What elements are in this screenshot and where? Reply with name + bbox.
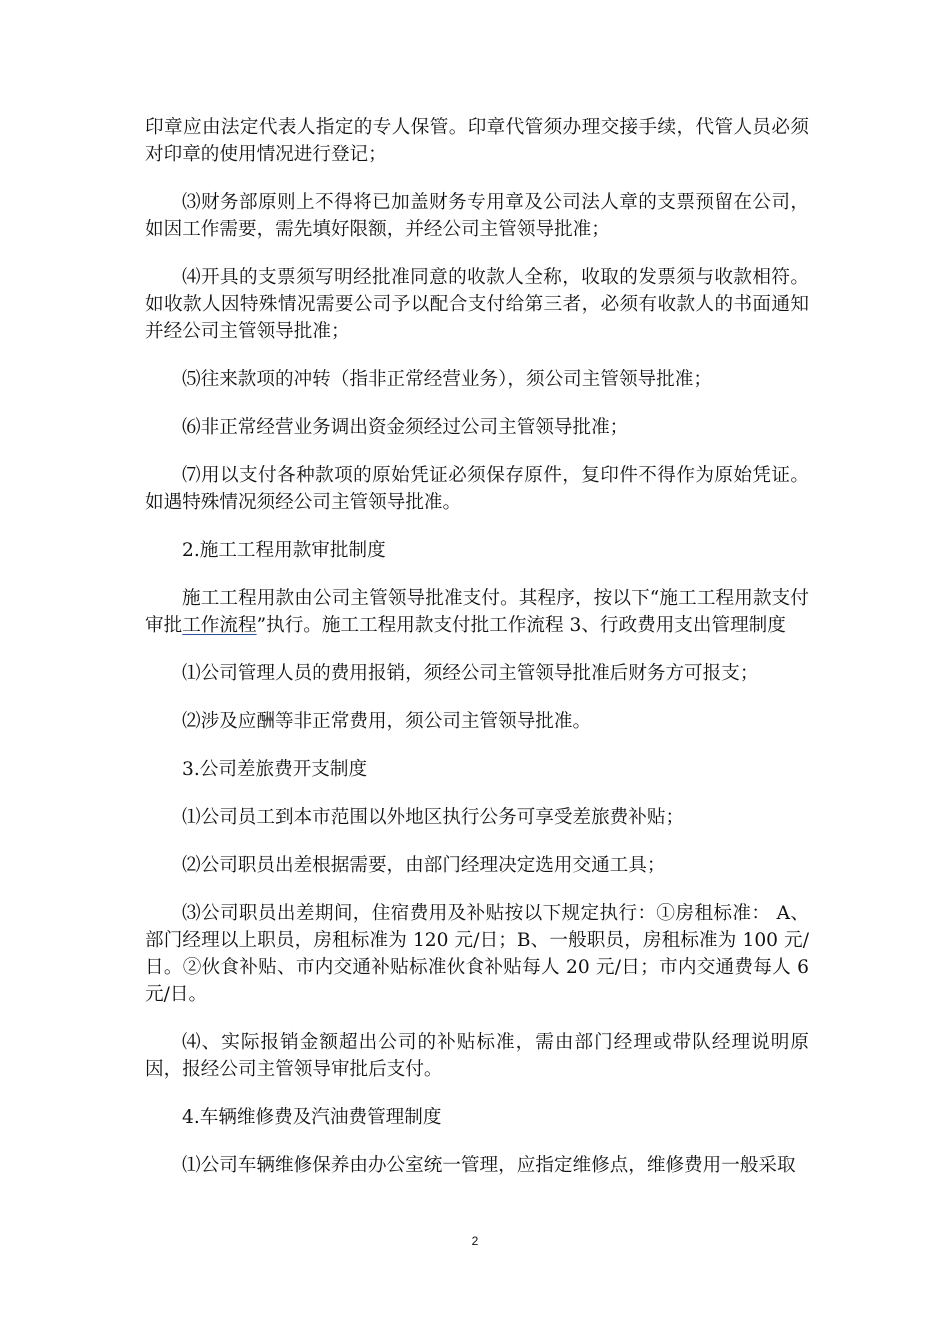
section-heading-construction-payment: 2.施工工程用款审批制度 [182,540,386,561]
paragraph-transfer: ⑸往来款项的冲转（指非正常经营业务），须公司主管领导批准； [182,369,712,390]
paragraph-lodging-standard: ⑶公司职员出差期间，住宿费用及补贴按以下规定执行：①房租标准： A、部门经理以上职员，房租标准为 120 元/日；B、一般职员，房租标准为 100 元/日。②伙食补贴、市内交通补贴标准伙食补贴每人 20 元/日；市内交通费每人 6 元/日。 [145,903,809,1005]
paragraph-seal-custody: 印章应由法定代表人指定的专人保管。印章代管须办理交接手续，代管人员必须对印章的使用情况进行登记； [145,117,809,165]
paragraph-expense-reimbursement: ⑴公司管理人员的费用报销，须经公司主管领导批准后财务方可报支； [182,663,759,684]
paragraph-original-voucher: ⑺用以支付各种款项的原始凭证必须保存原件，复印件不得作为原始凭证。如遇特殊情况须经公司主管领导批准。 [145,465,809,513]
paragraph-construction-payment [145,585,809,639]
section-heading-vehicle-expense: 4.车辆维修费及汽油费管理制度 [182,1107,442,1128]
paragraph-construction-text-a: 施工工程用款由公司主管领导批准支付。其程序，按以下“施工工程用款支付审批 [145,588,809,636]
paragraph-excess-reimbursement: ⑷、实际报销金额超出公司的补贴标准，需由部门经理或带队经理说明原因，报经公司主管领导审批后支付。 [145,1032,809,1080]
page-number: 2 [471,1234,479,1248]
workflow-link[interactable]: 工作流程 [182,615,257,636]
paragraph-travel-allowance: ⑴公司员工到本市范围以外地区执行公务可享受差旅费补贴； [182,807,685,828]
document-body [145,114,809,1200]
paragraph-transport-choice: ⑵公司职员出差根据需要，由部门经理决定选用交通工具； [182,855,666,876]
paragraph-cheque-payee: ⑷开具的支票须写明经批准同意的收款人全称，收取的发票须与收款相符。如收款人因特殊情况需要公司予以配合支付给第三者，必须有收款人的书面通知并经公司主管领导批准； [145,267,809,342]
section-heading-travel-expense: 3.公司差旅费开支制度 [182,759,368,780]
paragraph-vehicle-maintenance: ⑴公司车辆维修保养由办公室统一管理，应指定维修点，维修费用一般采取 [182,1155,796,1176]
paragraph-cheque-reserve: ⑶财务部原则上不得将已加盖财务专用章及公司法人章的支票预留在公司，如因工作需要，需先填好限额，并经公司主管领导批准； [145,192,809,240]
paragraph-construction-text-b: ”执行。施工工程用款支付批工作流程 3、行政费用支出管理制度 [256,615,786,636]
paragraph-funds-outflow: ⑹非正常经营业务调出资金须经过公司主管领导批准； [182,417,629,438]
paragraph-entertainment-expense: ⑵涉及应酬等非正常费用，须公司主管领导批准。 [182,711,592,732]
